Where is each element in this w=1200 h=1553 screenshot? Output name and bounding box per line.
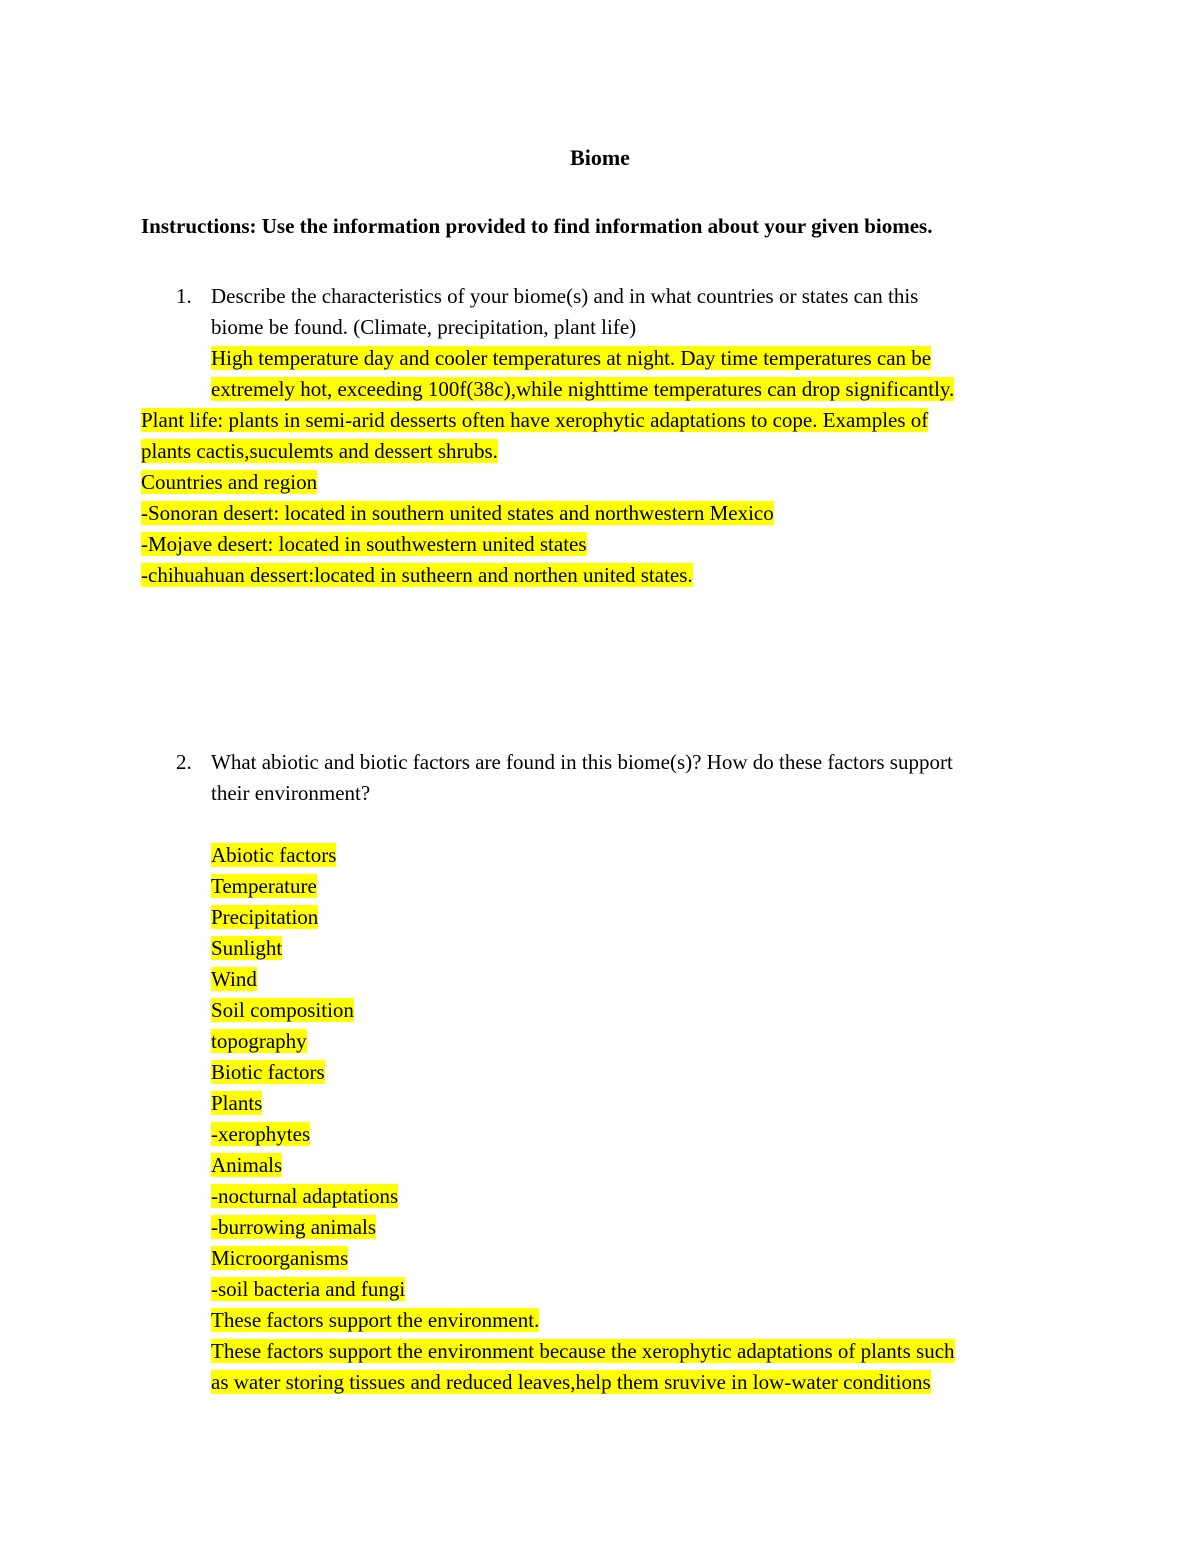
answer-2-line: Wind [211,967,257,991]
answer-2-line: -soil bacteria and fungi [211,1277,406,1301]
question-1-text-line: Describe the characteristics of your biome(s) and in what countries or states can this [211,284,919,308]
answer-2-line: These factors support the environment. [211,1308,540,1332]
answer-1-line: -chihuahuan dessert:located in sutheern and northen united states. [141,563,693,587]
answer-1-line: Countries and region [141,470,318,494]
answer-2-line: -nocturnal adaptations [211,1184,399,1208]
page-title: Biome [570,145,630,170]
question-2-text-line: their environment? [211,781,371,805]
question-1-number: 1. [176,284,192,308]
answer-2-line: Abiotic factors [211,843,337,867]
answer-1-line: extremely hot, exceeding 100f(38c),while nighttime temperatures can drop significantly. [211,377,955,401]
question-2-text-line: What abiotic and biotic factors are found in this biome(s)? How do these factors support [211,750,953,774]
answer-2-line: topography [211,1029,307,1053]
answer-1-line: High temperature day and cooler temperatures at night. Day time temperatures can be [211,346,932,370]
answer-2-line: as water storing tissues and reduced leaves,help them sruvive in low-water conditions [211,1370,931,1394]
answer-2-line: Temperature [211,874,317,898]
answer-2-line: -xerophytes [211,1122,311,1146]
answer-2-line: Microorganisms [211,1246,349,1270]
answer-1-line: Plant life: plants in semi-arid desserts often have xerophytic adaptations to cope. Examples of [141,408,929,432]
question-2-number: 2. [176,750,192,774]
answer-2-line: These factors support the environment because the xerophytic adaptations of plants such [211,1339,955,1363]
answer-2-line: Soil composition [211,998,354,1022]
answer-1-line: plants cactis,suculemts and dessert shrubs. [141,439,498,463]
answer-2-line: Biotic factors [211,1060,325,1084]
question-1-text-line: biome be found. (Climate, precipitation, plant life) [211,315,637,339]
answer-2-line: Precipitation [211,905,319,929]
instructions-text: Instructions: Use the information provided to find information about your given biomes. [141,214,933,238]
answer-1-line: -Mojave desert: located in southwestern united states [141,532,587,556]
answer-2-line: Animals [211,1153,283,1177]
answer-2-line: Sunlight [211,936,283,960]
answer-2-line: -burrowing animals [211,1215,377,1239]
answer-2-line: Plants [211,1091,263,1115]
answer-1-line: -Sonoran desert: located in southern united states and northwestern Mexico [141,501,774,525]
